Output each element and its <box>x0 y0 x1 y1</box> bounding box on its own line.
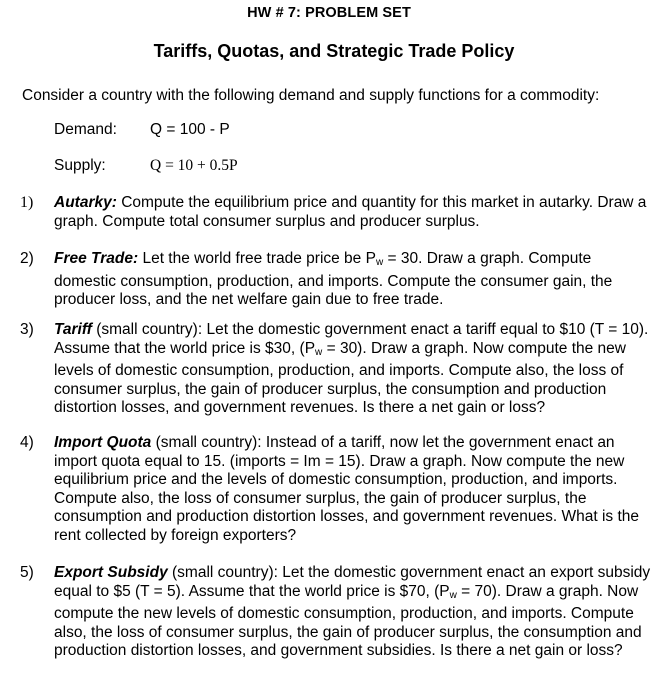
problem-number: 4) <box>20 434 34 451</box>
page-title: Tariffs, Quotas, and Strategic Trade Policy <box>153 41 515 61</box>
problem-4 <box>20 434 652 545</box>
problem-2 <box>20 250 652 310</box>
world-subscript: w <box>375 257 384 268</box>
problem-text: Let the world free trade price be $P_w = 30$. Draw a graph. Compute domestic consumption, production, and imports. Compute the consumer gain, the producer loss, and the net welfare gain due to free trade. <box>54 250 613 308</box>
problem-text: Let the domestic government enact an export subsidy equal to $5 (T = 5). Assume that the world price is $70, $(P_w = 70)$. Draw a graph. Now compute the new levels of domestic consumption, production, and imports. Compute also, the loss of consumer surplus, the gain of producer surplus, the consumption and production distortion losses, and government subsidies. Is there a net gain or loss? <box>54 564 651 659</box>
problem-text: Let the domestic government enact a tariff equal to $10 (T = 10). Assume that the world price is $30, $(P_w = 30)$. Draw a graph. Now compute the new levels of domestic consumption, production, and imports. Compute also, the loss of consumer surplus, the gain of producer surplus, the consumption and production distortion losses, and government revenues. Is there a net gain or loss? <box>54 321 649 416</box>
demand-label: Demand: <box>54 121 117 138</box>
supply-equation <box>54 157 238 175</box>
problem-text: Instead of a tariff, now let the government enact an import quota equal to 15. (imports = Im = 15). Draw a graph. Now compute the new equilibrium price and the levels of domestic consumption, production, and imports. Compute also, the loss of consumer surplus, the gain of producer surplus, the consumption and production distortion losses, and government revenues. What is the rent collected by foreign exporters? <box>54 434 640 544</box>
demand-formula: Q = 100 - P <box>150 121 230 138</box>
world-subscript: w <box>315 346 323 358</box>
problem-number: 3) <box>20 321 34 338</box>
problem-3 <box>20 321 652 418</box>
problem-number: 1) <box>20 194 34 211</box>
problem-number: 2) <box>20 250 34 267</box>
problem-1 <box>20 194 652 231</box>
supply-formula: Q = 10 + 0.5P <box>150 157 238 174</box>
problem-qualifier: (small country): <box>155 434 262 451</box>
problem-qualifier: (small country): <box>96 321 203 338</box>
problem-title: Autarky: <box>54 194 117 211</box>
supply-label: Supply: <box>54 157 106 174</box>
demand-equation <box>54 121 230 139</box>
problem-qualifier: (small country): <box>172 564 278 581</box>
problem-title: Free Trade: <box>54 250 139 267</box>
problem-text: Compute the equilibrium price and quantity for this market in autarky. Draw a graph. Compute total consumer surplus and producer surplus. <box>54 194 647 230</box>
intro-text: Consider a country with the following demand and supply functions for a commodity: <box>22 87 600 104</box>
hw-title: HW # 7: PROBLEM SET <box>247 5 411 21</box>
world-subscript: w <box>449 589 457 601</box>
problem-number: 5) <box>20 564 34 581</box>
problem-title: Tariff <box>54 321 92 338</box>
problem-title: Export Subsidy <box>54 564 168 581</box>
problem-5 <box>20 564 652 661</box>
problem-title: Import Quota <box>54 434 152 451</box>
